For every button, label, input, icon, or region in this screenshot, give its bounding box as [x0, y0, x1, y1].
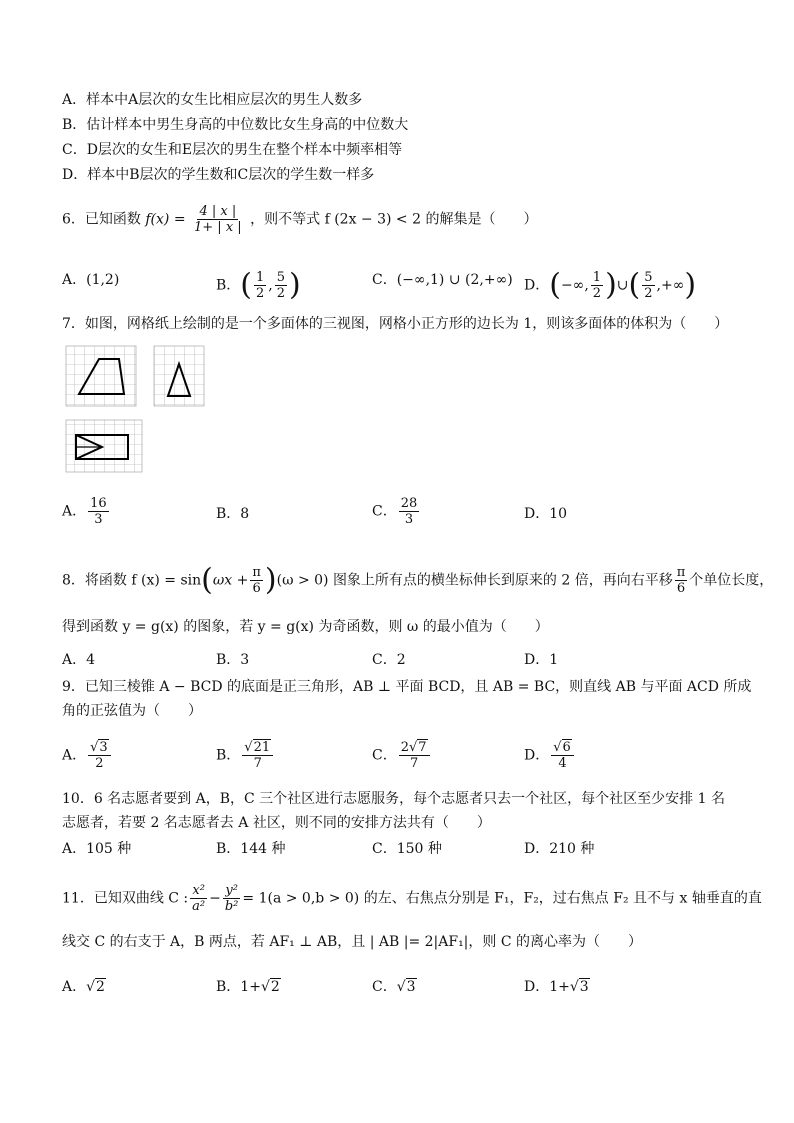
q9-option-b: B． $\frac{√21}{7}$: [216, 740, 275, 771]
q11-option-a: A．√2: [62, 979, 105, 995]
q6-fraction: $\frac{4 | x |}{1+ | x |}$: [194, 204, 242, 235]
q10-option-a: A．105 种: [62, 841, 132, 857]
q7-option-d: D．10: [524, 506, 568, 522]
q9-stem-line2: 角的正弦值为（ ）: [62, 703, 202, 719]
q8-stem-line1: 8．将函数 f (x) = sin(ωx + $\frac{\pi}{6}$ )(ω > 0) 图象上所有点的横坐标伸长到原来的 2 倍，再向右平移 $\frac{\pi}{6}$ 个单位长度，: [62, 562, 774, 598]
q11-stem-line2: 线交 C 的右支于 A，B 两点，若 AF₁ ⊥ AB，且 | AB |= 2|AF₁|，则 C 的离心率为（ ）: [62, 934, 643, 950]
q8-option-a: A．4: [62, 652, 96, 668]
q10-option-d: D．210 种: [524, 841, 595, 857]
q6-option-a: A．(1,2): [62, 272, 120, 288]
q5-option-b: B．估计样本中男生身高的中位数比女生身高的中位数大: [62, 117, 409, 133]
q6-option-b: B．( $\frac{1}{2}$ , $\frac{5}{2}$ ): [216, 267, 301, 303]
q6-option-c: C．(−∞,1) ∪ (2,+∞): [372, 272, 513, 288]
q9-option-a: A． $\frac{√3}{2}$: [62, 740, 113, 771]
q8-option-c: C．2: [372, 652, 406, 668]
q7-option-c: C． $\frac{28}{3}$: [372, 496, 418, 527]
q10-stem-line2: 志愿者，若要 2 名志愿者去 A 社区，则不同的安排方法共有（ ）: [62, 815, 491, 831]
q8-option-d: D．1: [524, 652, 559, 668]
q7-option-a: A． $\frac{16}{3}$: [62, 496, 107, 527]
q11-option-d: D．1+√3: [524, 979, 589, 995]
q5-option-d: D．样本中B层次的学生数和C层次的学生数一样多: [62, 167, 375, 183]
q6-option-d: D．(−∞, $\frac{1}{2}$ )∪( $\frac{5}{2}$ ,+∞): [524, 267, 697, 303]
q7-stem: 7．如图，网格纸上绘制的是一个多面体的三视图，网格小正方形的边长为 1，则该多面体的体积为（ ）: [62, 316, 729, 332]
q11-option-b: B．1+√2: [216, 979, 280, 995]
top-view-grid: [66, 420, 142, 472]
q11-stem-line1: 11．已知双曲线 C : $\frac{\text{x²}}{\text{a²}}$ − $\frac{\text{y²}}{\text{b²}}$ = 1(a > 0,b > 0) 的左、右焦点分别是 F₁，F₂，过右焦点 F₂ 且不与 x 轴垂直的直: [62, 883, 762, 914]
three-view-figure: [64, 344, 209, 474]
q5-option-c: C．D层次的女生和E层次的男生在整个样本中频率相等: [62, 142, 403, 158]
q8-option-b: B．3: [216, 652, 250, 668]
q9-stem-line1: 9．已知三棱锥 A − BCD 的底面是正三角形，AB ⊥ 平面 BCD，且 AB = BC，则直线 AB 与平面 ACD 所成: [62, 679, 752, 695]
q10-stem-line1: 10．6 名志愿者要到 A，B，C 三个社区进行志愿服务，每个志愿者只去一个社区，每个社区至少安排 1 名: [62, 791, 725, 807]
q6-stem: 6．已知函数 f(x) = $\frac{4 | x |}{1+ | x |}$ ，则不等式 f (2x − 3) < 2 的解集是（ ）: [62, 204, 538, 235]
q9-option-c: C． $\frac{2√7}{7}$: [372, 740, 432, 771]
q5-option-a: A．样本中A层次的女生比相应层次的男生人数多: [62, 92, 363, 108]
q7-option-b: B．8: [216, 506, 250, 522]
q10-option-b: B．144 种: [216, 841, 286, 857]
q11-option-c: C．√3: [372, 979, 416, 995]
q10-option-c: C．150 种: [372, 841, 442, 857]
front-view-grid: [66, 346, 136, 406]
q9-option-d: D． $\frac{√6}{4}$: [524, 740, 576, 771]
q8-stem-line2: 得到函数 y = g(x) 的图象，若 y = g(x) 为奇函数，则 ω 的最小值为（ ）: [62, 619, 549, 635]
